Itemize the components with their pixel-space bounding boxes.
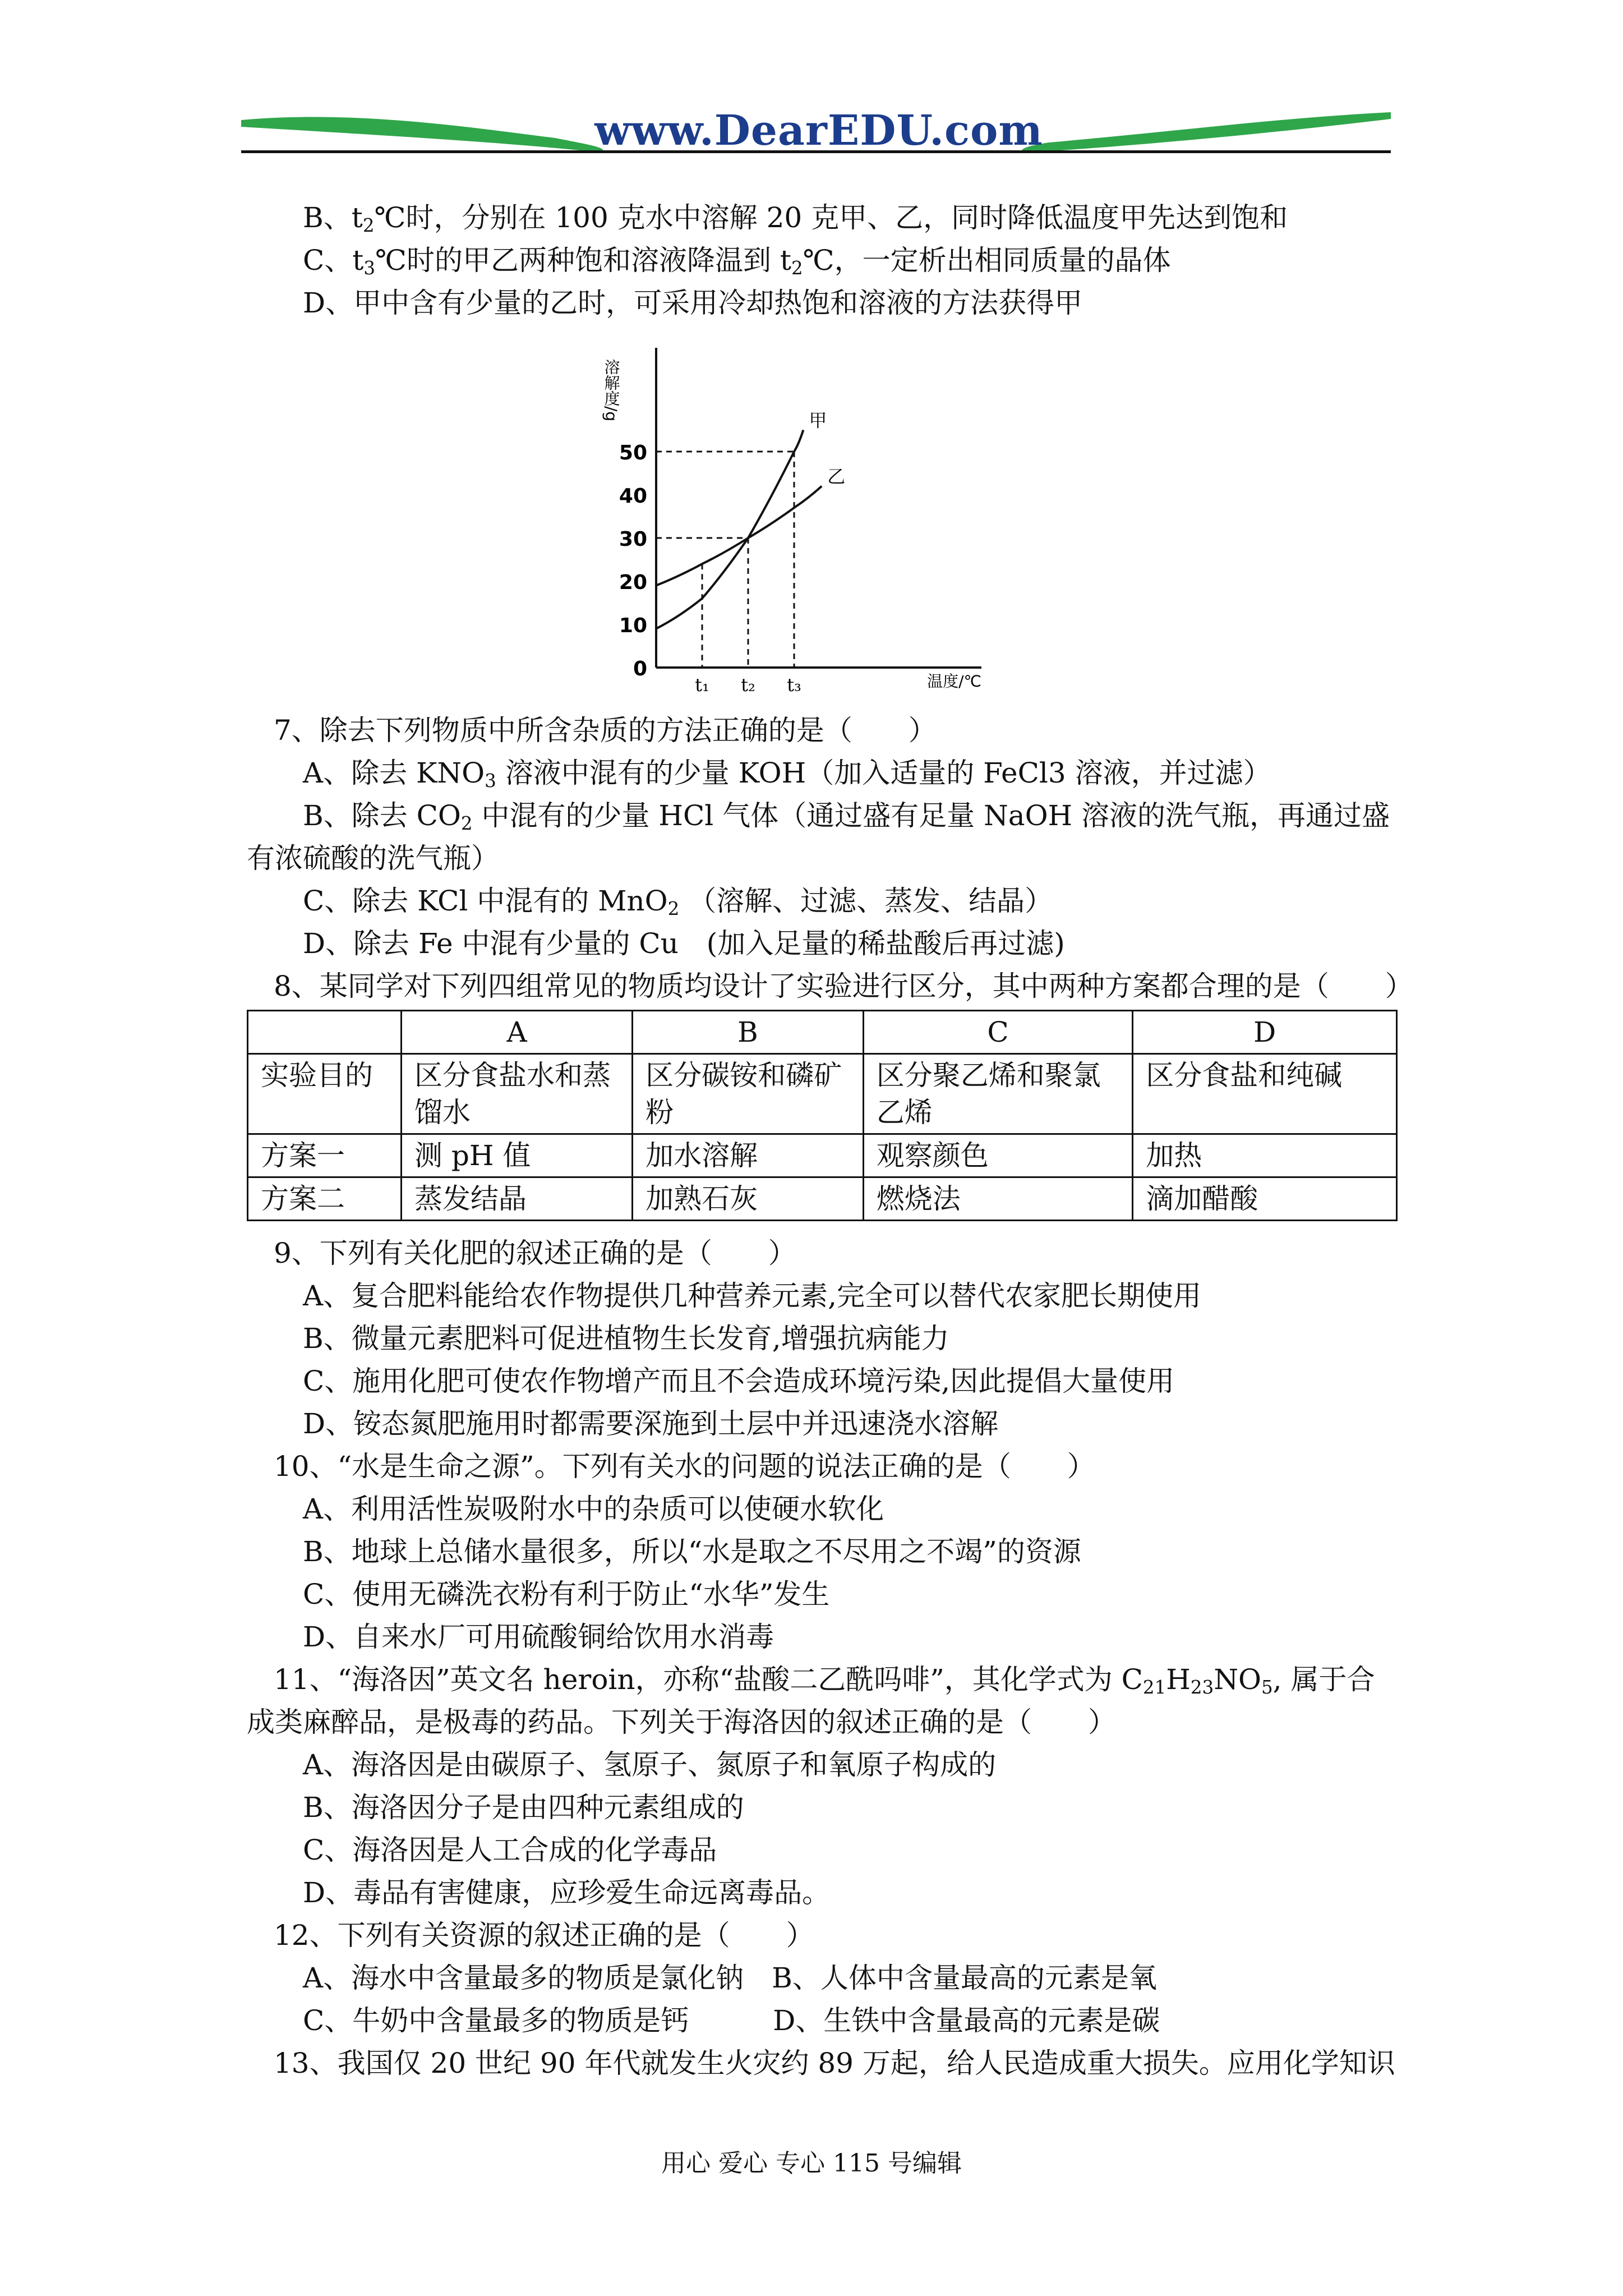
table-cell: 加热: [1133, 1134, 1397, 1177]
series-jia-line: [656, 430, 803, 629]
x-tick-label: t₁: [695, 674, 709, 696]
site-title: www.DearEDU.com: [594, 107, 1043, 155]
y-axis-title: 溶解度/g: [602, 359, 621, 422]
q8-stem: 8、某同学对下列四组常见的物质均设计了实验进行区分，其中两种方案都合理的是（ ）: [274, 970, 1413, 1002]
table-cell: 区分食盐水和蒸馏水: [402, 1054, 633, 1134]
table-row: [248, 1011, 1397, 1054]
table-cell: 加水溶解: [633, 1134, 864, 1177]
q9-option-a: A、复合肥料能给农作物提供几种营养元素,完全可以替代农家肥长期使用: [303, 1280, 1202, 1312]
q11-option-c: C、海洛因是人工合成的化学毒品: [303, 1834, 717, 1866]
q11-option-a: A、海洛因是由碳原子、氢原子、氮原子和氧原子构成的: [303, 1749, 997, 1781]
y-tick-label: 30: [619, 528, 647, 551]
table-cell: 实验目的: [248, 1054, 402, 1134]
y-tick-label: 0: [633, 657, 647, 680]
table-cell: C: [863, 1011, 1133, 1054]
q10-stem: 10、“水是生命之源”。下列有关水的问题的说法正确的是（ ）: [274, 1450, 1095, 1483]
green-swoosh-left: [241, 117, 603, 153]
q11-option-b: B、海洛因分子是由四种元素组成的: [303, 1791, 744, 1824]
q10-option-d: D、自来水厂可用硫酸铜给饮用水消毒: [303, 1621, 774, 1653]
q12-options-ab: A、海水中含量最多的物质是氯化钠 B、人体中含量最高的元素是氧: [303, 1962, 1157, 1994]
q7-option-b: B、除去 $CO_2$ 中混有的少量 HCl 气体（通过盛有足量 NaOH 溶液的洗气瓶，再通过盛: [303, 799, 1390, 835]
table-cell: 区分碳铵和磷矿粉: [633, 1054, 864, 1134]
q11-stem-cont: 成类麻醉品，是极毒的药品。下列关于海洛因的叙述正确的是（ ）: [247, 1706, 1116, 1738]
q8-table: [247, 1010, 1398, 1221]
x-axis-title: 温度/℃: [927, 672, 981, 691]
y-tick-label: 20: [619, 571, 647, 594]
table-row: [248, 1054, 1397, 1134]
table-cell: 蒸发结晶: [402, 1177, 633, 1221]
x-tick-label: t₃: [787, 674, 801, 696]
q9-stem: 9、下列有关化肥的叙述正确的是（ ）: [274, 1237, 796, 1269]
q13-stem: 13、我国仅 20 世纪 90 年代就发生火灾约 89 万起，给人民造成重大损失。应用化学知识: [274, 2047, 1395, 2079]
q7-option-a: A、除去 $KNO_3$ 溶液中混有的少量 KOH（加入适量的 FeCl3 溶液，并过滤）: [303, 757, 1271, 792]
solubility-chart: [589, 331, 1049, 696]
q11-option-d: D、毒品有害健康，应珍爱生命远离毒品。: [303, 1876, 831, 1909]
q12-stem: 12、下列有关资源的叙述正确的是（ ）: [274, 1919, 814, 1952]
table-cell: D: [1133, 1011, 1397, 1054]
y-tick-label: 40: [619, 485, 647, 508]
y-tick-label: 50: [619, 441, 647, 464]
x-tick-label: t₂: [741, 674, 755, 696]
q7-stem: 7、除去下列物质中所含杂质的方法正确的是（ ）: [274, 714, 937, 747]
table-cell: 方案一: [248, 1134, 402, 1177]
q6-option-b: B、$t_2℃$时，分别在 100 克水中溶解 20 克甲、乙，同时降低温度甲先达到饱和: [303, 201, 1288, 237]
table-cell: 燃烧法: [863, 1177, 1133, 1221]
table-cell: 观察颜色: [863, 1134, 1133, 1177]
q10-option-b: B、地球上总储水量很多，所以“水是取之不尽用之不竭”的资源: [303, 1535, 1081, 1568]
table-cell: 测 pH 值: [402, 1134, 633, 1177]
table-cell: 滴加醋酸: [1133, 1177, 1397, 1221]
series-yi-label: 乙: [827, 466, 846, 487]
table-cell: 加熟石灰: [633, 1177, 864, 1221]
series-yi-line: [656, 486, 822, 586]
table-row: [248, 1134, 1397, 1177]
q10-option-c: C、使用无磷洗衣粉有利于防止“水华”发生: [303, 1578, 830, 1611]
q9-option-b: B、微量元素肥料可促进植物生长发育,增强抗病能力: [303, 1322, 949, 1355]
table-cell: A: [402, 1011, 633, 1054]
q6-option-d: D、甲中含有少量的乙时，可采用冷却热饱和溶液的方法获得甲: [303, 287, 1083, 319]
q12-options-cd: C、牛奶中含量最多的物质是钙 D、生铁中含量最高的元素是碳: [303, 2004, 1160, 2037]
q6-option-c: C、$t_3℃$时的甲乙两种饱和溶液降温到 $t_2℃$，一定析出相同质量的晶体: [303, 244, 1171, 279]
page-footer: 用心 爱心 专心 115 号编辑: [661, 2149, 962, 2178]
y-tick-label: 10: [619, 614, 647, 637]
q7-option-b-cont: 有浓硫酸的洗气瓶）: [247, 842, 499, 875]
table-cell: [248, 1011, 402, 1054]
table-cell: B: [633, 1011, 864, 1054]
q10-option-a: A、利用活性炭吸附水中的杂质可以使硬水软化: [303, 1493, 884, 1525]
table-row: [248, 1177, 1397, 1221]
q9-option-d: D、铵态氮肥施用时都需要深施到土层中并迅速浇水溶解: [303, 1407, 999, 1440]
table-cell: 区分聚乙烯和聚氯乙烯: [863, 1054, 1133, 1134]
green-swoosh-right: [1022, 112, 1391, 153]
table-cell: 区分食盐和纯碱: [1133, 1054, 1397, 1134]
q7-option-d: D、除去 Fe 中混有少量的 Cu (加入足量的稀盐酸后再过滤): [303, 927, 1065, 960]
q9-option-c: C、施用化肥可使农作物增产而且不会造成环境污染,因此提倡大量使用: [303, 1365, 1175, 1397]
q7-option-c: C、除去 KCl 中混有的 MnO$_2$ （溶解、过滤、蒸发、结晶）: [303, 885, 1053, 920]
series-jia-label: 甲: [809, 409, 827, 431]
q11-stem: 11、“海洛因”英文名 heroin，亦称“盐酸二乙酰吗啡”，其化学式为 $C_{21}H_{23}NO_5$, 属于合: [274, 1663, 1375, 1699]
table-cell: 方案二: [248, 1177, 402, 1221]
